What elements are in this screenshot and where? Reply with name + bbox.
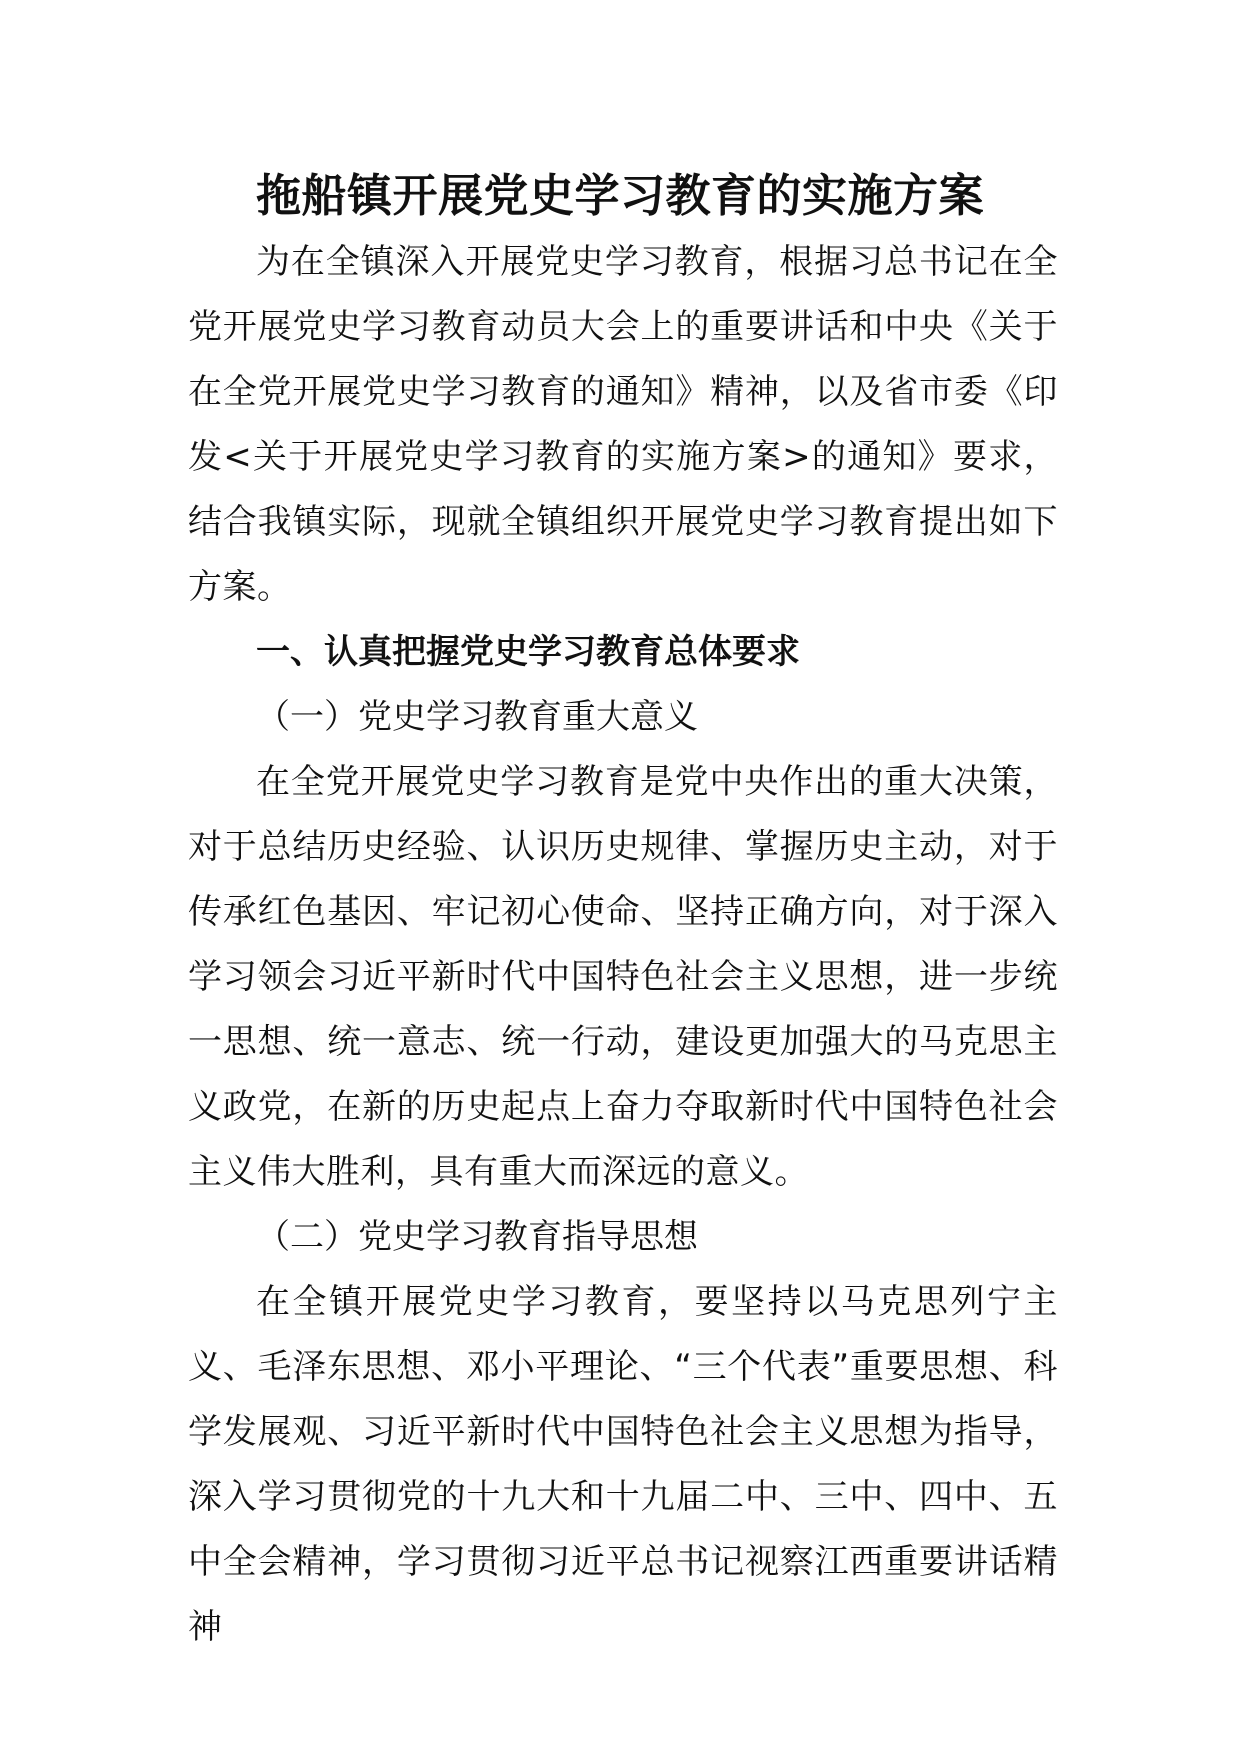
- subsection-2-heading: （二）党史学习教育指导思想: [256, 1217, 698, 1257]
- document-body: [188, 230, 1058, 1660]
- document-title: 拖船镇开展党史学习教育的实施方案: [255, 169, 984, 222]
- subsection-2-paragraph: 在全镇开展党史学习教育，要坚持以马克思列宁主义、毛泽东思想、邓小平理论、“三个代表”重要思想、科学发展观、习近平新时代中国特色社会主义思想为指导，深入学习贯彻党的十九大和十九届二中、三中、四中、五中全会精神，学习贯彻习近平总书记视察江西重要讲话精神: [188, 1282, 1058, 1647]
- section-1-heading: 一、认真把握党史学习教育总体要求: [256, 632, 800, 672]
- subsection-1-paragraph: 在全党开展党史学习教育是党中央作出的重大决策，对于总结历史经验、认识历史规律、掌握历史主动，对于传承红色基因、牢记初心使命、坚持正确方向，对于深入学习领会习近平新时代中国特色社会主义思想，进一步统一思想、统一意志、统一行动，建设更加强大的马克思主义政党，在新的历史起点上奋力夺取新时代中国特色社会主义伟大胜利，具有重大而深远的意义。: [188, 762, 1058, 1192]
- subsection-1-heading: （一）党史学习教育重大意义: [256, 697, 698, 737]
- intro-paragraph: 为在全镇深入开展党史学习教育，根据习总书记在全党开展党史学习教育动员大会上的重要讲话和中央《关于在全党开展党史学习教育的通知》精神，以及省市委《印发<关于开展党史学习教育的实施方案>的通知》要求，结合我镇实际，现就全镇组织开展党史学习教育提出如下方案。: [188, 242, 1058, 607]
